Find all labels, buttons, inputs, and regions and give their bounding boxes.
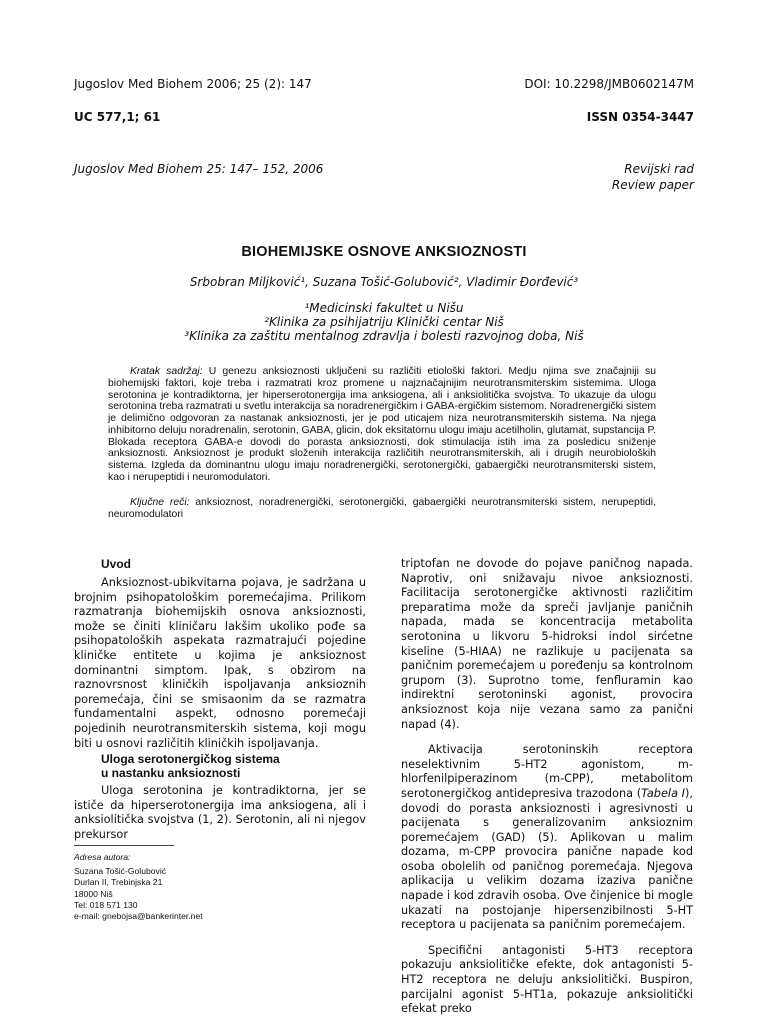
keywords [108, 497, 656, 521]
doi: DOI: 10.2298/JMB0602147M [524, 77, 694, 91]
journal-reference: Jugoslov Med Biohem 2006; 25 (2): 147 [74, 77, 312, 91]
correspondence-label: Adresa autora: [74, 852, 131, 862]
article-type-en: Review paper [611, 178, 694, 192]
article-type-sr: Revijski rad [624, 162, 694, 176]
section-heading-line-2: u nastanku anksioznosti [101, 766, 241, 780]
citation: Jugoslov Med Biohem 25: 147– 152, 2006 [74, 162, 324, 176]
keywords-label: Ključne reči: [130, 497, 190, 508]
correspondence-email: e-mail: gnebojsa@bankerinter.net [74, 911, 203, 922]
intro-heading: Uvod [101, 557, 131, 571]
para2-text-a: Aktivacija serotoninskih receptora neselektivnim 5-HT2 agonistom, m-hlorfenilpiperazinom (m-CPP), metabolitom serotonergičkog antidepresiva trazodona ( [401, 743, 693, 800]
para2-text-b: ), dovodi do porasta anksioznosti i agresivnosti u pacijenata s generalizovanim anksioznim poremećajem (GAD) (5). Aplikovan u malim dozama, m-CPP provocira panične napade kod osoba obolelih od paničnog poremećaja. Njegova aplikacija u velikim dozama izaziva panične napade i kod zdravih osoba. Ove činjenice bi mogle ukazati na postojanje hipersenzibilnosti 5-HT receptora u pacijenata sa paničnim poremećajem. [401, 786, 694, 932]
affiliation-2: ²Klinika za psihijatriju Klinički centar Niš [264, 315, 504, 329]
correspondence-line: Suzana Tošić-Golubović [74, 866, 167, 877]
affiliation-1: ¹Medicinski fakultet u Nišu [304, 301, 464, 315]
udc-code: UC 577,1; 61 [74, 110, 161, 124]
abstract-label: Kratak sadržaj: [130, 366, 203, 377]
section-heading-line-1: Uloga serotonergičkog sistema [101, 752, 280, 766]
correspondence [74, 852, 324, 922]
right-column [401, 557, 693, 1017]
table-reference: Tabela I [641, 786, 686, 800]
paper-title: BIOHEMIJSKE OSNOVE ANKSIOZNOSTI [241, 244, 527, 260]
intro-paragraph: Anksioznost-ubikvitarna pojava, je sadržana u brojnim psihopatološkim poremećajima. Prilikom razmatranja biohemijskih osnova anksioznosti, može se činiti kliničaru lakšim ukoliko pođe sa psihopatoloških aspekata razmatrajući pojedine kliničke entitete u kojima je anksioznost dominantni simptom. Ipak, s obzirom na raznovrsnost kliničkih ispoljavanja anksioznih poremećaja, čini se smisaonim da se razmatra fundamentalni aspekt, odnosno poremećaji pojedinih neurotransmiterskih sistema, koji mogu biti u osnovi različitih kliničkih ispoljavanja. [74, 576, 366, 750]
section-paragraph: Uloga serotonina je kontradiktorna, jer se ističe da hiperserotonergija ima anksiogena, ali i anksiolitička svojstva (1, 2). Serotonin, ali ni njegov prekursor [74, 784, 366, 841]
footnote-divider [74, 845, 174, 846]
section-body [74, 784, 366, 842]
correspondence-line: 18000 Niš [74, 888, 113, 899]
abstract-text: U genezu anksioznosti uključeni su različiti etiološki faktori. Medju njima sve značajniji su biohemijski faktori, koje treba i razmatrati kroz promene u najznačajnijim neurotransmiterskim sistemima. Uloga serotonina je kontradiktorna, jer hiperserotonergija ima anksiogena, ali i anksiolitička svojstva. To ukazuje da ulogu serotonina treba razmatrati u svetlu interakcija sa noradrenergičkim i GABA-ergičkim sistemom. Noradrenergički sistem je delimično odgovoran za nastanak anksioznosti, jer je pod uticajem niza neurotransmiterskih sistema. Na njega inhibitorno deluju noradrenalin, serotonin, GABA, glicin, dok eksitatornu ulogu imaju acetilholin, glutamat, supstancija P. Blokada receptora GABA-e dovodi do porasta anksioznosti, dok stimulacija istih ima za posledicu sniženje anksioznosti. Anksioznost je produkt složenih interakcija različitih neurotransmiterskih, ali i drugih neurobioloških sistema. Izgleda da dominantnu ulogu imaju noradrenergički, serotonergički, gabaergički neurotransmiterski sistem, kao i nerupeptidi i neuromodulatori. [108, 366, 657, 483]
authors: Srbobran Miljković¹, Suzana Tošić-Golubović², Vladimir Đorđević³ [189, 275, 579, 289]
right-paragraph-2 [401, 743, 693, 933]
right-paragraph-3: Specifični antagonisti 5-HT3 receptora pokazuju anksiolitičke efekte, dok antagonisti 5-HT2 receptora ne deluju anksiolitički. Buspiron, parcijalni agonist 5-HT1a, pokazuje anksiolitički efekat preko [401, 943, 693, 1016]
right-paragraph-1: triptofan ne dovode do pojave paničnog napada. Naprotiv, oni snižavaju nivoe anksioznosti. Facilitacija serotonergičke aktivnosti različitim preparatima može da spreči javljanje paničnih napada, mada se koncentracija metabolita serotonina u likvoru 5-hidroksi indol sirćetne kiseline (5-HIAA) ne razlikuje u pacijenata sa paničnim poremećajem u poređenju sa kontrolnom grupom (3). Suprotno tome, fenfluramin kao indirektni serotoninski agonist, provocira anksioznost koja nije vezana samo za panični napad (4). [401, 557, 693, 731]
issn: ISSN 0354-3447 [586, 110, 694, 124]
correspondence-line: Durlan II, Trebinjska 21 [74, 877, 163, 888]
keywords-text: anksioznost, noradrenergički, serotonergički, gabaergički neurotransmiterski sistem, nerupeptidi, neuromodulatori [108, 497, 656, 520]
correspondence-line: Tel: 018 571 130 [74, 899, 138, 910]
abstract [108, 366, 656, 484]
affiliation-3: ³Klinika za zaštitu mentalnog zdravlja i bolesti razvojnog doba, Niš [184, 329, 584, 343]
intro-body [74, 576, 366, 751]
